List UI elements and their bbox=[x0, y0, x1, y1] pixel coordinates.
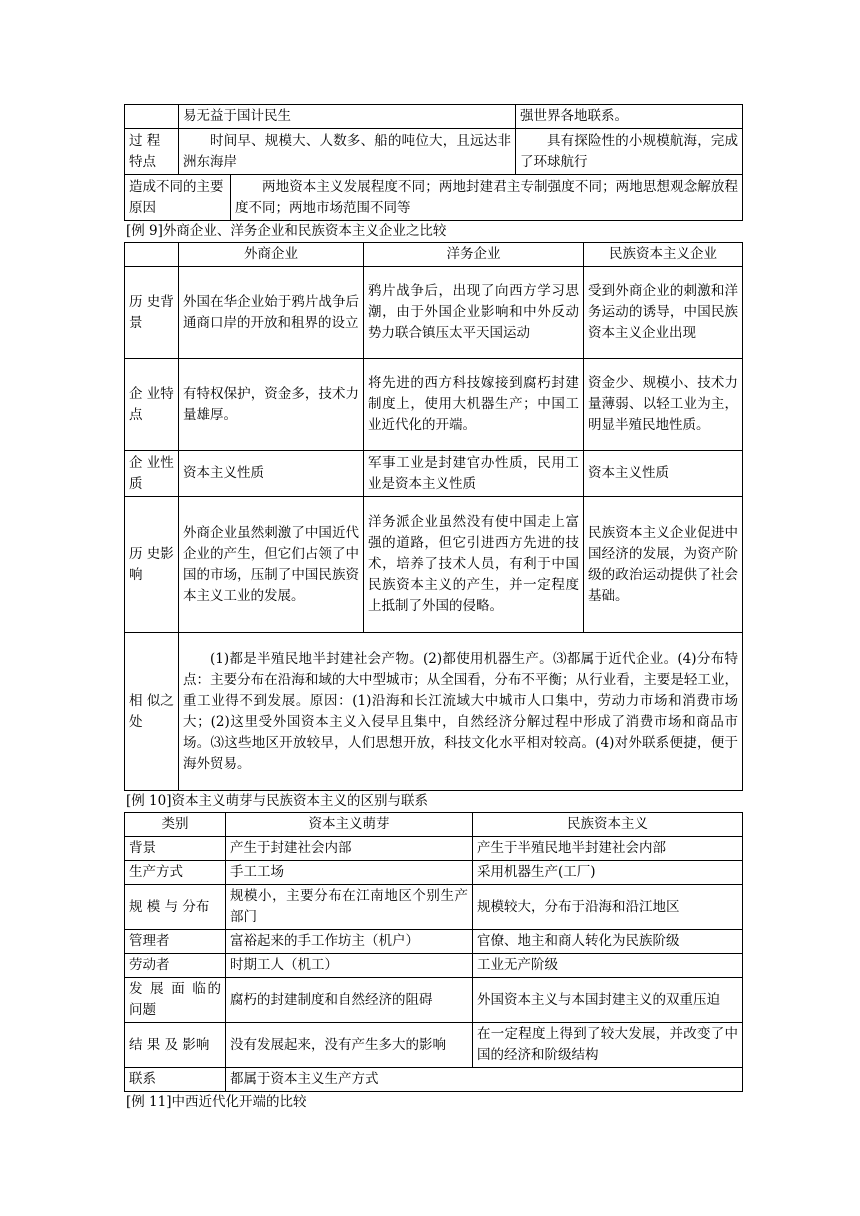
column-header: 洋务企业 bbox=[364, 243, 584, 267]
table-cell: 规模小，主要分布在江南地区个别生产部门 bbox=[226, 885, 473, 930]
column-header: 类别 bbox=[125, 813, 226, 837]
table-cell: 有特权保护，资金多，技术力量雄厚。 bbox=[179, 359, 364, 451]
row-header: 规 模 与 分布 bbox=[125, 885, 226, 930]
column-header: 资本主义萌芽 bbox=[226, 813, 473, 837]
table-cell: 时间早、规模大、人数多、船的吨位大，且远达非洲东海岸 bbox=[179, 129, 516, 175]
table-cell bbox=[125, 105, 179, 129]
column-header: 外商企业 bbox=[179, 243, 364, 267]
column-header: 民族资本主义 bbox=[473, 813, 743, 837]
table-cell: (1)都是半殖民地半封建社会产物。(2)都使用机器生产。⑶都属于近代企业。(4)分布特点：主要分布在沿海和域的大中型城市；从全国看，分布不平衡；从行业看，主要是轻工业，重工业得不到发展。原因：(1)沿海和长江流域大中城市人口集中，劳动力市场和消费市场大；(2)这里受外国资本主义入侵早且集中，自然经济分解过程中形成了消费市场和商品市场。⑶这些地区开放较早，人们思想开放，科技文化水平相对较高。(4)对外联系便捷，便于海外贸易。 bbox=[179, 633, 743, 791]
row-header: 管理者 bbox=[125, 930, 226, 954]
column-header: 民族资本主义企业 bbox=[584, 243, 743, 267]
row-header: 相 似之处 bbox=[125, 633, 179, 791]
table-cell: 洋务派企业虽然没有使中国走上富强的道路，但它引进西方先进的技术，培养了技术人员，有利于中国民族资本主义的产生，并一定程度上抵制了外国的侵略。 bbox=[364, 497, 584, 633]
table-cell: 产生于封建社会内部 bbox=[226, 837, 473, 861]
example-9-caption: [例 9]外商企业、洋务企业和民族资本主义企业之比较 bbox=[126, 223, 447, 239]
table-cell: 手工工场 bbox=[226, 861, 473, 885]
table-cell: 鸦片战争后，出现了向西方学习思潮，由于外国企业影响和中外反动势力联合镇压太平天国运动 bbox=[364, 267, 584, 359]
capitalism-comparison-table bbox=[124, 812, 743, 1092]
table-cell: 都属于资本主义生产方式 bbox=[226, 1068, 743, 1092]
table-cell: 外国资本主义与本国封建主义的双重压迫 bbox=[473, 978, 743, 1023]
table-cell: 没有发展起来，没有产生多大的影响 bbox=[226, 1023, 473, 1068]
row-header: 历 史影响 bbox=[125, 497, 179, 633]
example-11-caption: [例 11]中西近代化开端的比较 bbox=[126, 1094, 307, 1110]
table-cell: 资本主义性质 bbox=[584, 451, 743, 497]
table-cell: 军事工业是封建官办性质，民用工业是资本主义性质 bbox=[364, 451, 584, 497]
row-header: 联系 bbox=[125, 1068, 226, 1092]
table-cell: 外国在华企业始于鸦片战争后通商口岸的开放和租界的设立 bbox=[179, 267, 364, 359]
table-cell: 资本主义性质 bbox=[179, 451, 364, 497]
row-header: 历 史背景 bbox=[125, 267, 179, 359]
row-header: 生产方式 bbox=[125, 861, 226, 885]
table-cell: 受到外商企业的刺激和洋务运动的诱导，中国民族资本主义企业出现 bbox=[584, 267, 743, 359]
table-cell: 工业无产阶级 bbox=[473, 954, 743, 978]
table-cell: 外商企业虽然刺激了中国近代企业的产生，但它们占领了中国的市场，压制了中国民族资本主义工业的发展。 bbox=[179, 497, 364, 633]
table-cell: 易无益于国计民生 bbox=[179, 105, 516, 129]
table-cell: 规模较大，分布于沿海和沿江地区 bbox=[473, 885, 743, 930]
table-cell: 将先进的西方科技嫁接到腐朽封建制度上，使用大机器生产；中国工业近代化的开端。 bbox=[364, 359, 584, 451]
row-header: 企 业特点 bbox=[125, 359, 179, 451]
table-cell bbox=[125, 243, 179, 267]
table-cell: 产生于半殖民地半封建社会内部 bbox=[473, 837, 743, 861]
table-cell: 在一定程度上得到了较大发展，并改变了中国的经济和阶级结构 bbox=[473, 1023, 743, 1068]
row-header: 发 展 面 临的问题 bbox=[125, 978, 226, 1023]
table-cell: 官僚、地主和商人转化为民族阶级 bbox=[473, 930, 743, 954]
document-page bbox=[124, 104, 742, 1113]
table-cell: 资金少、规模小、技术力量薄弱、以轻工业为主，明显半殖民地性质。 bbox=[584, 359, 743, 451]
table-cell: 富裕起来的手工作坊主（机户） bbox=[226, 930, 473, 954]
row-header: 造成不同的主要原因 bbox=[125, 175, 231, 221]
table-cell: 时期工人（机工） bbox=[226, 954, 473, 978]
row-header: 劳动者 bbox=[125, 954, 226, 978]
table-cell: 两地资本主义发展程度不同；两地封建君主专制强度不同；两地思想观念解放程度不同；两地市场范围不同等 bbox=[231, 175, 743, 221]
row-header: 企 业性质 bbox=[125, 451, 179, 497]
table-cell: 采用机器生产(工厂) bbox=[473, 861, 743, 885]
table-cell: 民族资本主义企业促进中国经济的发展，为资产阶级的政治运动提供了社会基础。 bbox=[584, 497, 743, 633]
table-cell: 具有探险性的小规模航海，完成了环球航行 bbox=[516, 129, 743, 175]
row-header: 背景 bbox=[125, 837, 226, 861]
row-header: 过 程 特点 bbox=[125, 129, 179, 175]
table-cell: 腐朽的封建制度和自然经济的阻碍 bbox=[226, 978, 473, 1023]
table-cell: 强世界各地联系。 bbox=[516, 105, 743, 129]
voyage-comparison-table bbox=[124, 104, 743, 221]
row-header: 结 果 及 影响 bbox=[125, 1023, 226, 1068]
example-10-caption: [例 10]资本主义萌芽与民族资本主义的区别与联系 bbox=[126, 793, 429, 809]
enterprise-comparison-table bbox=[124, 242, 743, 791]
